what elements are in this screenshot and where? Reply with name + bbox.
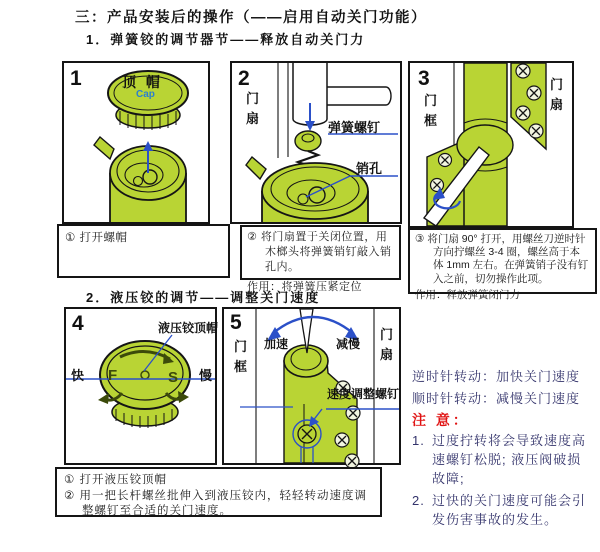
- panel3-effect: 作用：释放弹簧闭门力: [415, 288, 520, 301]
- hydraulic-cap-label: 液压铰顶帽: [158, 321, 219, 335]
- note-ccw: 逆时针转动：加快关门速度: [412, 369, 581, 384]
- door-leaf-edge-lines: [278, 63, 288, 158]
- mallet-illustration: [232, 63, 400, 222]
- cap-label-cn: 顶 帽: [122, 74, 163, 90]
- hinge-body: [284, 345, 360, 468]
- panel2-number: 2: [238, 67, 250, 90]
- panel5-number: 5: [230, 311, 242, 334]
- panel1-figure: [62, 61, 210, 224]
- warning-item-2-text: 过快的关门速度可能会引发伤害事故的发生。: [432, 493, 587, 527]
- panel5-door-frame-label: 门框: [233, 339, 247, 374]
- step2-heading: 2．液压铰的调节——调整关门速度: [86, 290, 321, 305]
- adjust-screw-label: 速度调整螺钉: [327, 387, 400, 401]
- warning-item-1: [412, 432, 590, 489]
- fast-label: 快: [71, 368, 85, 383]
- speed-up-label: 加速: [264, 337, 289, 351]
- panel5-door-leaf-label: 门扇: [379, 327, 393, 362]
- panel2-caption-box: [240, 225, 401, 293]
- page-title: 三：产品安装后的操作（——启用自动关门功能）: [75, 10, 427, 26]
- hinge-body-illustration: [246, 157, 368, 222]
- slow-down-label: 减慢: [336, 337, 361, 351]
- panel3-figure: [408, 61, 574, 228]
- step2-caption-box: [55, 467, 382, 517]
- panel1-caption-box: [57, 224, 230, 278]
- hinge-barrel: [457, 63, 513, 226]
- warning-item-1-number: 1.: [412, 433, 425, 448]
- warning-item-2-number: 2.: [412, 493, 425, 508]
- note-cw: 顺时针转动：减慢关门速度: [412, 391, 581, 406]
- panel3-door-leaf-label: 门扇: [549, 77, 563, 112]
- panel1-caption: ① 打开螺帽: [65, 232, 128, 244]
- spring-screw-label: 弹簧螺钉: [328, 120, 381, 135]
- step1-heading: 1．弹簧铰的调节器节——释放自动关门力: [86, 32, 366, 47]
- panel5-figure: [222, 307, 401, 465]
- panel3-caption: ③ 将门扇 90° 打开，用螺丝刀逆时针方向拧螺丝 3-4 圈，螺丝高于本体 1mm 左右。在弹簧销子没有钉入之前，切勿操作此项。: [415, 233, 589, 285]
- panel2-door-leaf-label: 门扇: [245, 91, 259, 126]
- hinge-body-illustration: [94, 137, 186, 222]
- step2-caption-line2: ② 用一把长杆螺丝批伸入到液压铰内，轻轻转动速度调整螺钉至合适的关门速度。: [64, 489, 368, 518]
- cap-label-en: Cap: [136, 89, 155, 100]
- panel4-figure: [64, 307, 217, 465]
- letter-f-mark: F: [108, 367, 118, 384]
- hinge-side-illustration: [410, 63, 572, 226]
- pin-hole-label: 销孔: [356, 161, 383, 176]
- panel4-number: 4: [72, 312, 84, 335]
- panel3-door-frame-label: 门框: [423, 93, 437, 128]
- slow-label: 慢: [199, 368, 213, 383]
- panel2-figure: [230, 61, 402, 224]
- panel3-number: 3: [418, 67, 430, 90]
- leaf-hinge-plate: [511, 63, 546, 149]
- letter-s-mark: S: [168, 369, 179, 386]
- panel1-number: 1: [70, 67, 82, 90]
- panel2-caption: ② 将门扇置于关闭位置，用木榔头将弹簧销钉敲入销孔内。: [247, 231, 392, 273]
- warning-item-2: [412, 492, 590, 530]
- warning-title: 注 意：: [412, 412, 470, 428]
- warning-item-1-text: 过度拧转将会导致速度高速螺钉松脱; 液压阀破损故障;: [432, 433, 587, 486]
- step2-caption-line1: ① 打开液压铰顶帽: [64, 474, 168, 486]
- panel2-effect: 作用：将弹簧压紧定位: [247, 280, 362, 293]
- panel3-caption-box: [408, 228, 597, 301]
